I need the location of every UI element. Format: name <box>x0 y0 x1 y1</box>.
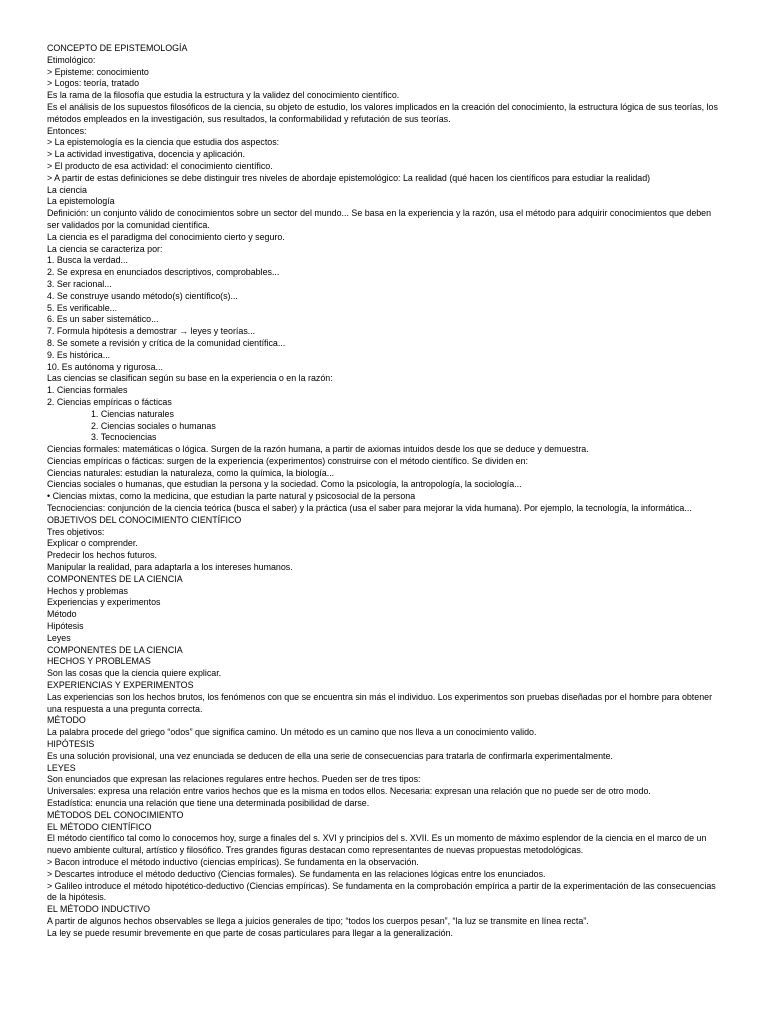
text-line: La ciencia es el paradigma del conocimiento cierto y seguro. <box>47 231 285 242</box>
text-line: Es una solución provisional, una vez enunciada se deducen de ella una serie de consecuencias para tratarla de confirmarla experimentalmente. <box>47 750 613 761</box>
document-body <box>47 43 719 940</box>
text-line: > Episteme: conocimiento <box>47 66 149 77</box>
text-line: > El producto de esa actividad: el conocimiento científico. <box>47 160 273 171</box>
text-line: La ciencia se caracteriza por: <box>47 243 163 254</box>
text-line: 3. Ser racional... <box>47 278 112 289</box>
text-line: 8. Se somete a revisión y crítica de la comunidad científica... <box>47 337 286 348</box>
text-line: Ciencias formales: matemáticas o lógica. Surgen de la razón humana, a partir de axiomas intuidos desde los que se deduce y demuestra. <box>47 444 589 455</box>
text-line: EXPERIENCIAS Y EXPERIMENTOS <box>47 680 194 691</box>
text-line: OBJETIVOS DEL CONOCIMIENTO CIENTÍFICO <box>47 514 242 525</box>
text-line: 2. Se expresa en enunciados descriptivos, comprobables... <box>47 267 280 278</box>
text-line: 2. Ciencias empíricas o fácticas <box>47 396 172 407</box>
text-line: 3. Tecnociencias <box>91 432 157 443</box>
text-line: 1. Ciencias formales <box>47 385 128 396</box>
text-line: MÉTODOS DEL CONOCIMIENTO <box>47 809 184 820</box>
text-line: 7. Formula hipótesis a demostrar → leyes y teorías... <box>47 326 256 337</box>
text-line: HIPÓTESIS <box>47 739 95 750</box>
text-line: Leyes <box>47 632 71 643</box>
text-line: EL MÉTODO INDUCTIVO <box>47 904 151 915</box>
text-line: > Bacon introduce el método inductivo (ciencias empíricas). Se fundamenta en la observación. <box>47 856 419 867</box>
text-line: > Galileo introduce el método hipotético-deductivo (Ciencias empíricas). Se fundamenta en la comprobación empírica a partir de la experimentación de las consecuencias de la hipótesis. <box>47 880 716 903</box>
text-line: CONCEPTO DE EPISTEMOLOGÍA <box>47 43 188 53</box>
text-line: La ciencia <box>47 184 87 195</box>
text-line: HECHOS Y PROBLEMAS <box>47 656 151 667</box>
text-line: La palabra procede del griego “odos” que significa camino. Un método es un camino que nos lleva a un conocimiento valido. <box>47 727 537 738</box>
text-line: Predecir los hechos futuros. <box>47 550 158 561</box>
text-line: Hechos y problemas <box>47 585 128 596</box>
text-line: Manipular la realidad, para adaptarla a los intereses humanos. <box>47 562 293 573</box>
text-line: LEYES <box>47 762 76 773</box>
text-line: 4. Se construye usando método(s) científico(s)... <box>47 290 238 301</box>
text-line: Tres objetivos: <box>47 526 105 537</box>
text-line: 1. Ciencias naturales <box>91 408 174 419</box>
text-line: La ley se puede resumir brevemente en que parte de cosas particulares para llegar a la generalización. <box>47 927 454 938</box>
text-line: 5. Es verificable... <box>47 302 118 313</box>
text-line: > A partir de estas definiciones se debe distinguir tres niveles de abordaje epistemológico: La realidad (qué hacen los científicos para estudiar la realidad) <box>47 172 651 183</box>
text-line: 9. Es histórica... <box>47 349 111 360</box>
text-line: MÉTODO <box>47 715 86 726</box>
text-line: Entonces: <box>47 125 87 136</box>
text-line: Ciencias empíricas o fácticas: surgen de la experiencia (experimentos) construirse con el método científico. Se dividen en: <box>47 455 528 466</box>
text-line: Las experiencias son los hechos brutos, los fenómenos con que se encuentra sin más el individuo. Los experimentos son pruebas diseñadas por el hombre para obtener una respuesta a una pregunta correcta. <box>47 691 713 714</box>
text-line: Explicar o comprender. <box>47 538 138 549</box>
text-line: El método científico tal como lo conocemos hoy, surge a finales del s. XVI y principios del s. XVII. Es un momento de máximo esplendor de la ciencia en el marco de un nuevo ambiente cultural, artístico y filosófico. Tres grandes figuras destacan como representantes de nuevas propuestas metodológicas. <box>47 833 707 856</box>
text-line: Experiencias y experimentos <box>47 597 161 608</box>
text-line: 1. Busca la verdad... <box>47 255 128 266</box>
text-line: > La epistemología es la ciencia que estudia dos aspectos: <box>47 137 280 148</box>
text-line: Método <box>47 609 77 620</box>
text-line: Las ciencias se clasifican según su base en la experiencia o en la razón: <box>47 373 333 384</box>
text-line: Es el análisis de los supuestos filosóficos de la ciencia, su objeto de estudio, los valores implicados en la creación del conocimiento, la estructura lógica de sus teorías, los métodos empleados en la investigación, sus resultados, la conformabilidad y refutación de sus teorías. <box>47 101 718 124</box>
text-line: > La actividad investigativa, docencia y aplicación. <box>47 149 246 160</box>
text-line: Etimológico: <box>47 54 96 65</box>
text-line: Universales: expresa una relación entre varios hechos que es la misma en todos ellos. Necesaria: expresan una relación que no puede ser de otro modo. <box>47 786 651 797</box>
text-line: Tecnociencias: conjunción de la ciencia teórica (busca el saber) y la práctica (usa el saber para mejorar la vida humana). Por ejemplo, la tecnología, la informática... <box>47 503 692 514</box>
text-line: > Descartes introduce el método deductivo (Ciencias formales). Se fundamenta en las relaciones lógicas entre los enunciados. <box>47 868 546 879</box>
text-line: Es la rama de la filosofía que estudia la estructura y la validez del conocimiento científico. <box>47 90 400 101</box>
text-line: Hipótesis <box>47 621 84 632</box>
text-line: Ciencias naturales: estudian la naturaleza, como la química, la biología... <box>47 467 335 478</box>
text-line: Son enunciados que expresan las relaciones regulares entre hechos. Pueden ser de tres tipos: <box>47 774 421 785</box>
text-line: Ciencias sociales o humanas, que estudian la persona y la sociedad. Como la psicología, la antropología, la sociología... <box>47 479 522 490</box>
text-line: Estadística: enuncia una relación que tiene una determinada posibilidad de darse. <box>47 798 370 808</box>
text-line: • Ciencias mixtas, como la medicina, que estudian la parte natural y psicosocial de la persona <box>47 491 416 502</box>
text-line: COMPONENTES DE LA CIENCIA <box>47 573 183 584</box>
text-line: 10. Es autónoma y rigurosa... <box>47 361 163 372</box>
text-line: 2. Ciencias sociales o humanas <box>91 420 216 431</box>
text-line: 6. Es un saber sistemático... <box>47 314 159 325</box>
text-line: Son las cosas que la ciencia quiere explicar. <box>47 668 222 679</box>
text-line: > Logos: teoría, tratado <box>47 78 140 89</box>
text-line: A partir de algunos hechos observables se llega a juicios generales de tipo; “todos los cuerpos pesan”, “la luz se transmite en línea recta”. <box>47 915 589 926</box>
text-line: COMPONENTES DE LA CIENCIA <box>47 644 183 655</box>
text-line: Definición: un conjunto válido de conocimientos sobre un sector del mundo... Se basa en la experiencia y la razón, usa el método para adquirir conocimientos que deben ser validados por la comunidad científica. <box>47 208 712 230</box>
text-line: La epistemología <box>47 196 115 207</box>
text-line: EL MÉTODO CIENTÍFICO <box>47 821 152 832</box>
